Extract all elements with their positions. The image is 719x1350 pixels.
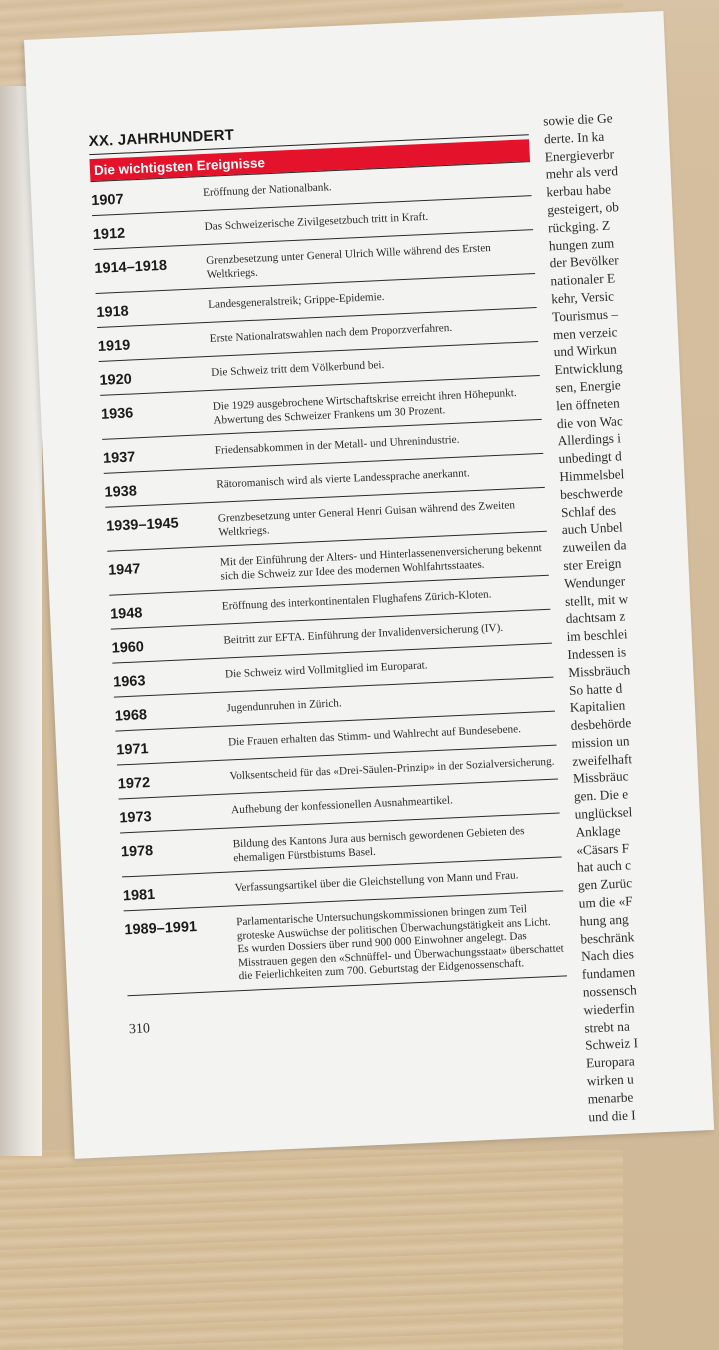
right-column-line: Allerdings i — [557, 430, 622, 449]
event-description: Landesgeneralstreik; Grippe-Epidemie. — [207, 290, 385, 311]
right-column-line: men verzeic — [552, 323, 618, 342]
event-year: 1972 — [117, 775, 151, 793]
event-description: Grenzbesetzung unter General Ulrich Wille während des Ersten Weltkriegs. — [205, 242, 492, 281]
right-column-line: Kapitalien — [569, 697, 626, 716]
event-description: Bildung des Kantons Jura aus bernisch gewordenen Gebieten des ehemaligen Fürstbistums Basel. — [232, 825, 525, 864]
right-column-line: im beschlei — [566, 626, 628, 645]
events-list — [90, 161, 567, 996]
event-year: 1981 — [122, 886, 156, 905]
event-description: Eröffnung der Nationalbank. — [202, 181, 333, 200]
right-text-column — [543, 107, 719, 1126]
event-year: 1939–1945 — [105, 515, 180, 535]
right-column-line: Entwicklung — [554, 359, 623, 378]
right-column-line: und die I — [588, 1106, 636, 1125]
right-column-line: Europara — [585, 1053, 636, 1071]
right-column-line: unbedingt d — [558, 448, 622, 467]
right-column-line: nossensch — [582, 982, 637, 1000]
right-column-line: und Wirkun — [553, 341, 618, 360]
right-column-line: sen, Energie — [554, 377, 622, 396]
right-column-line: mehr als verd — [545, 163, 619, 182]
event-description: Aufhebung der konfessionellen Ausnahmeartikel. — [230, 794, 454, 817]
right-column-line: Tourismus – — [551, 306, 619, 325]
right-column-line: gen. Die e — [573, 786, 629, 805]
event-year: 1960 — [111, 639, 145, 657]
right-column-line: hungen zum — [548, 235, 615, 253]
right-column-line: Energieverbr — [544, 145, 615, 165]
event-description: Grenzbesetzung unter General Henri Guisan während des Zweiten Weltkriegs. — [217, 499, 516, 539]
right-column-line: auch Unbel — [561, 519, 623, 538]
event-description: Jugendunruhen in Zürich. — [226, 697, 342, 715]
right-column-line: rückging. Z — [547, 217, 611, 236]
right-column-line: die von Wac — [556, 412, 624, 431]
event-description: Die 1929 ausgebrochene Wirtschaftskrise erreicht ihren Höhepunkt. Abwertung des Schweizer Frankens um 30 Prozent. — [212, 387, 517, 427]
timeline-column — [88, 113, 569, 1038]
right-column-line: Missbräuc — [572, 768, 629, 787]
right-column-line: Nach dies — [580, 946, 635, 965]
event-year: 1947 — [107, 561, 141, 579]
right-column-line: derte. In ka — [543, 128, 605, 147]
event-year: 1963 — [112, 673, 146, 691]
right-column-line: dachtsam z — [565, 608, 626, 627]
event-description: Die Frauen erhalten das Stimm- und Wahlrecht auf Bundesebene. — [227, 723, 522, 749]
event-year: 1912 — [92, 225, 126, 244]
right-column-line: Himmelsbel — [559, 466, 625, 485]
event-description: Das Schweizerische Zivilgesetzbuch tritt in Kraft. — [204, 210, 429, 233]
right-column-line: menarbe — [587, 1089, 634, 1107]
event-year: 1948 — [109, 605, 143, 623]
event-description: Die Schweiz wird Vollmitglied im Europarat. — [224, 659, 428, 681]
section-title: Die wichtigsten Ereignisse — [93, 154, 266, 178]
event-year: 1920 — [99, 371, 133, 389]
event-year: 1937 — [102, 449, 136, 467]
right-column-line: fundamen — [581, 964, 636, 982]
event-year: 1978 — [120, 842, 154, 861]
right-column-line: wiederfin — [583, 1000, 635, 1018]
event-year: 1919 — [97, 337, 131, 355]
event-description: Friedensabkommen in der Metall- und Uhrenindustrie. — [214, 433, 460, 457]
book-page — [24, 11, 714, 1159]
event-year: 1971 — [115, 741, 149, 759]
right-column-line: um die «F — [578, 893, 633, 911]
right-column-line: nationaler E — [550, 270, 616, 289]
event-description: Mit der Einführung der Alters- und Hinterlassenenversicherung bekennt sich die Schweiz zur Idee des modernen Wohlfahrtsstaates. — [219, 542, 543, 583]
event-year: 1973 — [119, 809, 153, 827]
right-column-line: Schlaf des — [560, 502, 617, 520]
right-column-line: desbehörde — [570, 715, 632, 733]
right-column-line: Anklage — [575, 822, 621, 840]
right-column-line: sowie die Ge — [542, 110, 613, 129]
event-description: Volksentscheid für das «Drei-Säulen-Prinzip» in der Sozialversicherung. — [229, 755, 555, 783]
right-column-line: kehr, Versic — [550, 288, 615, 307]
wood-surface-bottom — [0, 1150, 623, 1350]
right-column-line: der Bevölker — [549, 252, 619, 271]
right-column-line: mission un — [571, 733, 630, 751]
event-description: Rätoromanisch wird als vierte Landessprache anerkannt. — [216, 467, 470, 491]
right-column-line: zweifelhaft — [571, 750, 633, 769]
right-column-line: len öffneten — [555, 395, 621, 413]
right-column-line: hat auch c — [576, 857, 632, 876]
right-column-line: beschwerde — [559, 484, 624, 502]
right-column-line: zuweilen da — [562, 537, 627, 556]
right-column-line: ster Ereign — [563, 555, 622, 573]
event-year: 1938 — [104, 483, 138, 501]
right-column-line: Wendunger — [563, 573, 626, 591]
right-column-line: So hatte d — [568, 680, 623, 698]
right-column-line: gen Zurüc — [577, 875, 633, 894]
event-description: Verfassungsartikel über die Gleichstellung von Mann und Frau. — [234, 869, 519, 895]
right-column-line: «Cäsars F — [575, 840, 630, 858]
event-description: Die Schweiz tritt dem Völkerbund bei. — [211, 358, 385, 379]
event-description: Erste Nationalratswahlen nach dem Proporzverfahren. — [209, 321, 453, 345]
event-description: Parlamentarische Untersuchungskommissionen bringen zum Teil groteske Auswüchse der politischen Überwachungstätigkeit ans Licht. Es wurden Dossiers über rund 900 000 Einwohner angelegt. Das Misstrauen gegen den «Schnüffel- und Überwachungsstaat» überschattet die Feierlichkeiten zum 700. Geburtstag der Eidgenossenschaft. — [235, 903, 565, 983]
right-column-line: Missbräuch — [567, 661, 631, 680]
event-year: 1907 — [91, 191, 124, 210]
right-column-line: unglücksel — [574, 804, 633, 822]
event-year: 1936 — [100, 405, 134, 423]
right-column-line: Indessen is — [567, 644, 627, 662]
right-column-line: stellt, mit w — [564, 590, 629, 609]
event-description: Eröffnung des interkontinentalen Flughafens Zürich-Kloten. — [221, 588, 492, 613]
page-number: 310 — [128, 1020, 151, 1037]
event-year: 1914–1918 — [94, 257, 168, 278]
right-column-line: wirken u — [586, 1071, 635, 1089]
event-year: 1968 — [114, 707, 148, 725]
event-year: 1989–1991 — [124, 919, 198, 939]
right-column-line: gesteigert, ob — [546, 199, 620, 218]
event-description: Beitritt zur EFTA. Einführung der Invalidenversicherung (IV). — [223, 621, 504, 647]
event-year: 1918 — [96, 303, 130, 321]
right-column-line: kerbau habe — [546, 181, 612, 200]
right-column-line: strebt na — [584, 1018, 631, 1036]
right-column-line: beschränk — [580, 928, 635, 947]
chapter-title: XX. JAHRHUNDERT — [88, 126, 235, 151]
right-column-line: hung ang — [579, 911, 629, 929]
right-column-line: Schweiz I — [584, 1035, 639, 1054]
